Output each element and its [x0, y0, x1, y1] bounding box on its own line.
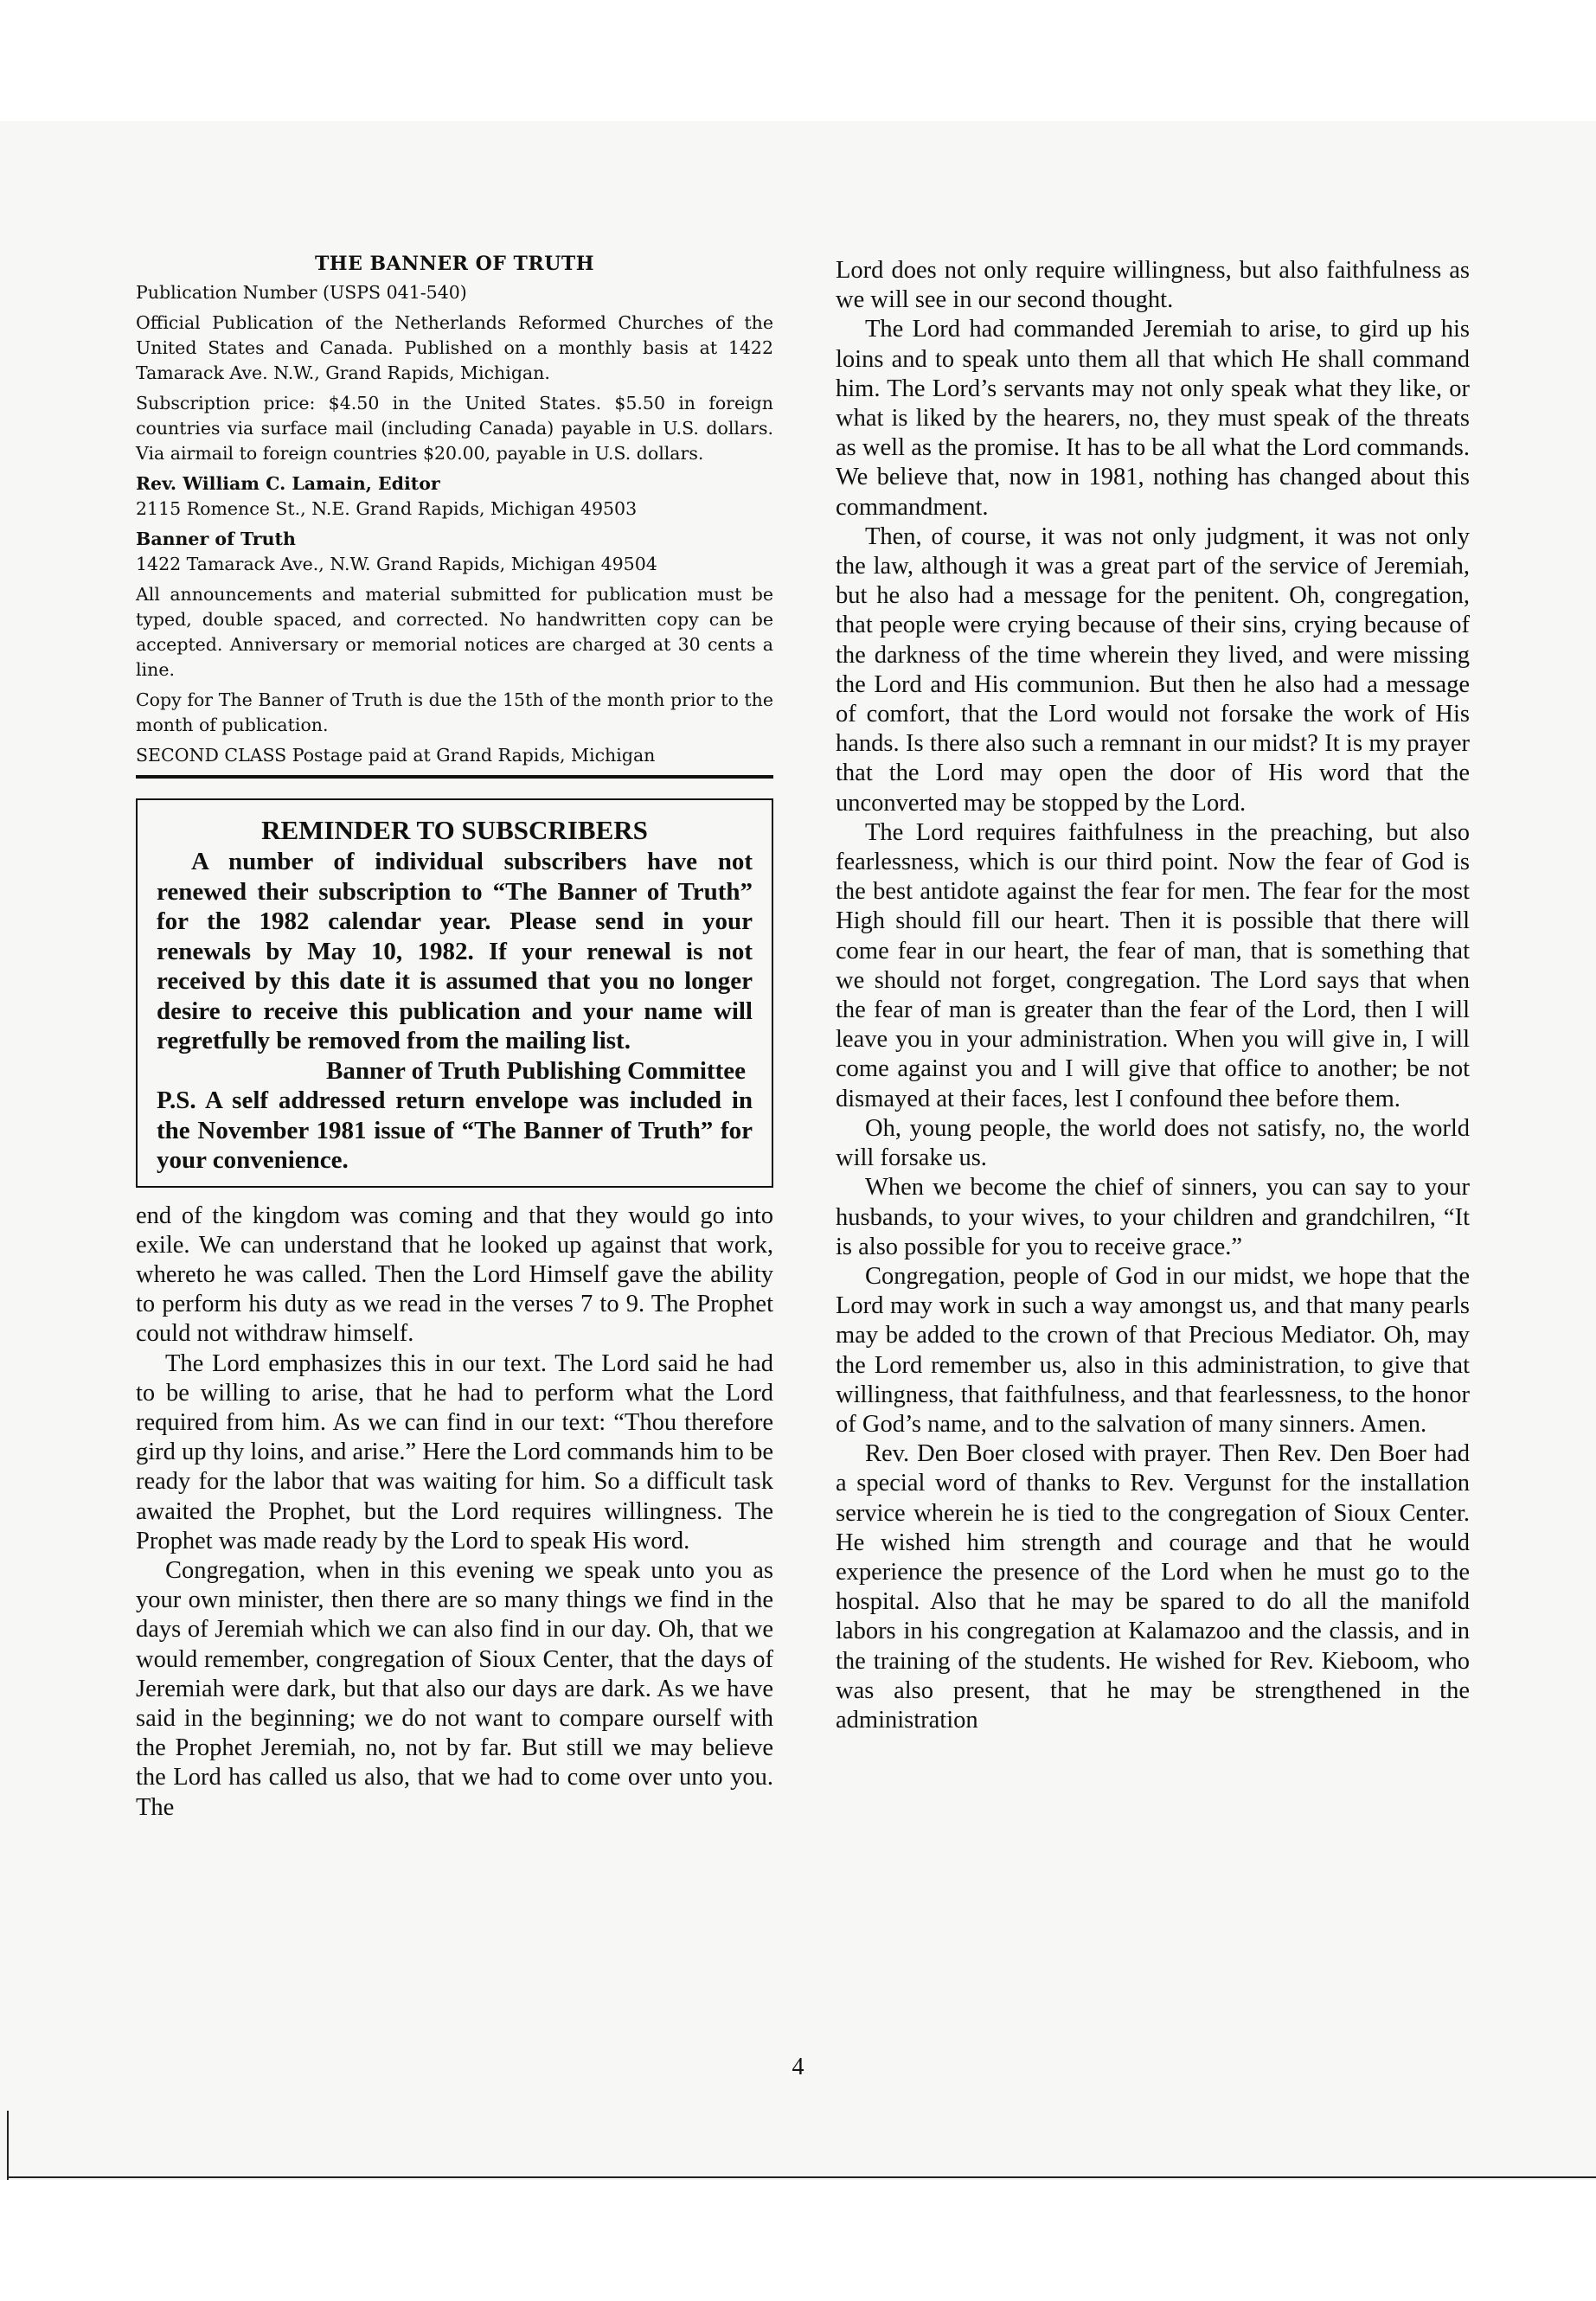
official-publication: Official Publication of the Netherlands Reformed Churches of the United States and Canada. Published on a monthly basis at 1422 Tamarack Ave. N.W., Grand Rapids, Michigan.: [136, 312, 773, 383]
masthead-title: THE BANNER OF TRUTH: [314, 253, 595, 275]
masthead-divider: [136, 775, 773, 779]
reminder-signature: Banner of Truth Publishing Committee: [326, 1056, 746, 1085]
right-column: [836, 256, 1470, 1735]
page-number: 4: [792, 2054, 804, 2080]
left-column: [136, 253, 773, 1823]
paragraph: The Lord requires faithfulness in the preaching, but also fearlessness, which is our third point. Now the fear of God is the best antidote against the fear for men. The fear for the most High should fill our heart. Then it is possible that there will come fear in our heart, the fear of man, that is something that we should not forget, congregation. The Lord says that when the fear of man is greater than the fear of the Lord, then I will leave you in your administration. When you will give in, I will come against you and I will give that office to another; be not dismayed at their faces, lest I confound thee before them.: [836, 818, 1470, 1112]
publication-number: Publication Number (USPS 041-540): [136, 282, 467, 303]
office-name: Banner of Truth: [136, 529, 296, 549]
subscription-price: Subscription price: $4.50 in the United States. $5.50 in foreign countries via surface mail (including Canada) payable in U.S. dollars. Via airmail to foreign countries $20.00, payable in U.S. dollars.: [136, 393, 773, 464]
editor-address: 2115 Romence St., N.E. Grand Rapids, Michigan 49503: [136, 498, 638, 519]
announcements-policy: All announcements and material submitted for publication must be typed, double spaced, and corrected. No handwritten copy can be accepted. Anniversary or memorial notices are charged at 30 cents a line.: [136, 584, 773, 680]
reminder-box: [136, 798, 773, 1188]
paragraph: When we become the chief of sinners, you can say to your husbands, to your wives, to your children and grandchilren, “It is also possible for you to receive grace.”: [836, 1174, 1470, 1260]
paragraph: Then, of course, it was not only judgment, it was not only the law, although it was a great part of the service of Jeremiah, but he also had a message for the penitent. Oh, congregation, that people were crying because of their sins, crying because of the darkness of the time wherein they lived, and were missing the Lord and His communion. But then he also had a message of comfort, that the Lord would not forsake the work of His hands. Is there also such a remnant in our midst? It is my prayer that the Lord may open the door of His word that the unconverted may be stopped by the Lord.: [836, 522, 1470, 817]
paragraph: Congregation, when in this evening we speak unto you as your own minister, then there are so many things we find in the days of Jeremiah which we can also find in our day. Oh, that we would remember, congregation of Sioux Center, that the days of Jeremiah were dark, but that also our days are dark. As we have said in the beginning; we do not want to compare ourself with the Prophet Jeremiah, no, not by far. But still we may believe the Lord has called us also, that we had to come over unto you. The: [136, 1556, 773, 1821]
copy-due-date: Copy for The Banner of Truth is due the 15th of the month prior to the month of publication.: [136, 689, 773, 735]
paragraph: Rev. Den Boer closed with prayer. Then Rev. Den Boer had a special word of thanks to Rev. Vergunst for the installation service wherein he is tied to the congregation of Sioux Center. He wished him strength and courage and that he would experience the presence of the Lord when he must go to the hospital. Also that he may be spared to do all the manifold labors in his congregation at Kalamazoo and the classis, and in the training of the students. He wished for Rev. Kieboom, who was also present, that he may be strengthened in the administration: [836, 1440, 1470, 1734]
masthead: [136, 253, 773, 779]
paragraph: Oh, young people, the world does not satisfy, no, the world will forsake us.: [836, 1114, 1470, 1172]
reminder-body: A number of individual subscribers have not renewed their subscription to “The Banner of Truth” for the 1982 calendar year. Please send in your renewals by May 10, 1982. If your renewal is not received by this date it is assumed that you no longer desire to receive this publication and your name will regretfully be removed from the mailing list.: [157, 848, 753, 1054]
left-article-text: [136, 1202, 773, 1823]
paragraph: The Lord emphasizes this in our text. The Lord said he had to be willing to arise, that he had to perform what the Lord required from him. As we can find in our text: “Thou therefore gird up thy loins, and arise.” Here the Lord commands him to be ready for the labor that was waiting for him. So a difficult task awaited the Prophet, but the Lord requires willingness. The Prophet was made ready by the Lord to speak His word.: [136, 1349, 773, 1554]
reminder-title: REMINDER TO SUBSCRIBERS: [261, 815, 648, 845]
scan-edge-rule: [9, 2176, 1596, 2178]
editor-name: Rev. William C. Lamain, Editor: [136, 473, 440, 494]
paragraph: Lord does not only require willingness, but also faithfulness as we will see in our second thought.: [836, 257, 1470, 314]
paragraph: end of the kingdom was coming and that they would go into exile. We can understand that he looked up against that work, whereto he was called. Then the Lord Himself gave the ability to perform his duty as we read in the verses 7 to 9. The Prophet could not withdraw himself.: [136, 1202, 773, 1348]
scan-edge-mark: [7, 2111, 9, 2180]
reminder-postscript: P.S. A self addressed return envelope was included in the November 1981 issue of “The Banner of Truth” for your convenience.: [157, 1086, 753, 1174]
postage-notice: SECOND CLASS Postage paid at Grand Rapids, Michigan: [136, 745, 656, 766]
office-address: 1422 Tamarack Ave., N.W. Grand Rapids, Michigan 49504: [136, 554, 657, 574]
paragraph: The Lord had commanded Jeremiah to arise, to gird up his loins and to speak unto them all that which He shall command him. The Lord’s servants may not only speak what they like, or what is liked by the hearers, no, they must speak of the threats as well as the promise. It has to be all what the Lord commands. We believe that, now in 1981, nothing has changed about this commandment.: [836, 316, 1470, 521]
paragraph: Congregation, people of God in our midst, we hope that the Lord may work in such a way amongst us, and that many pearls may be added to the crown of that Precious Mediator. Oh, may the Lord remember us, also in this administration, to give that willingness, that faithfulness, and that fearlessness, to the honor of God’s name, and to the salvation of many sinners. Amen.: [836, 1262, 1470, 1438]
